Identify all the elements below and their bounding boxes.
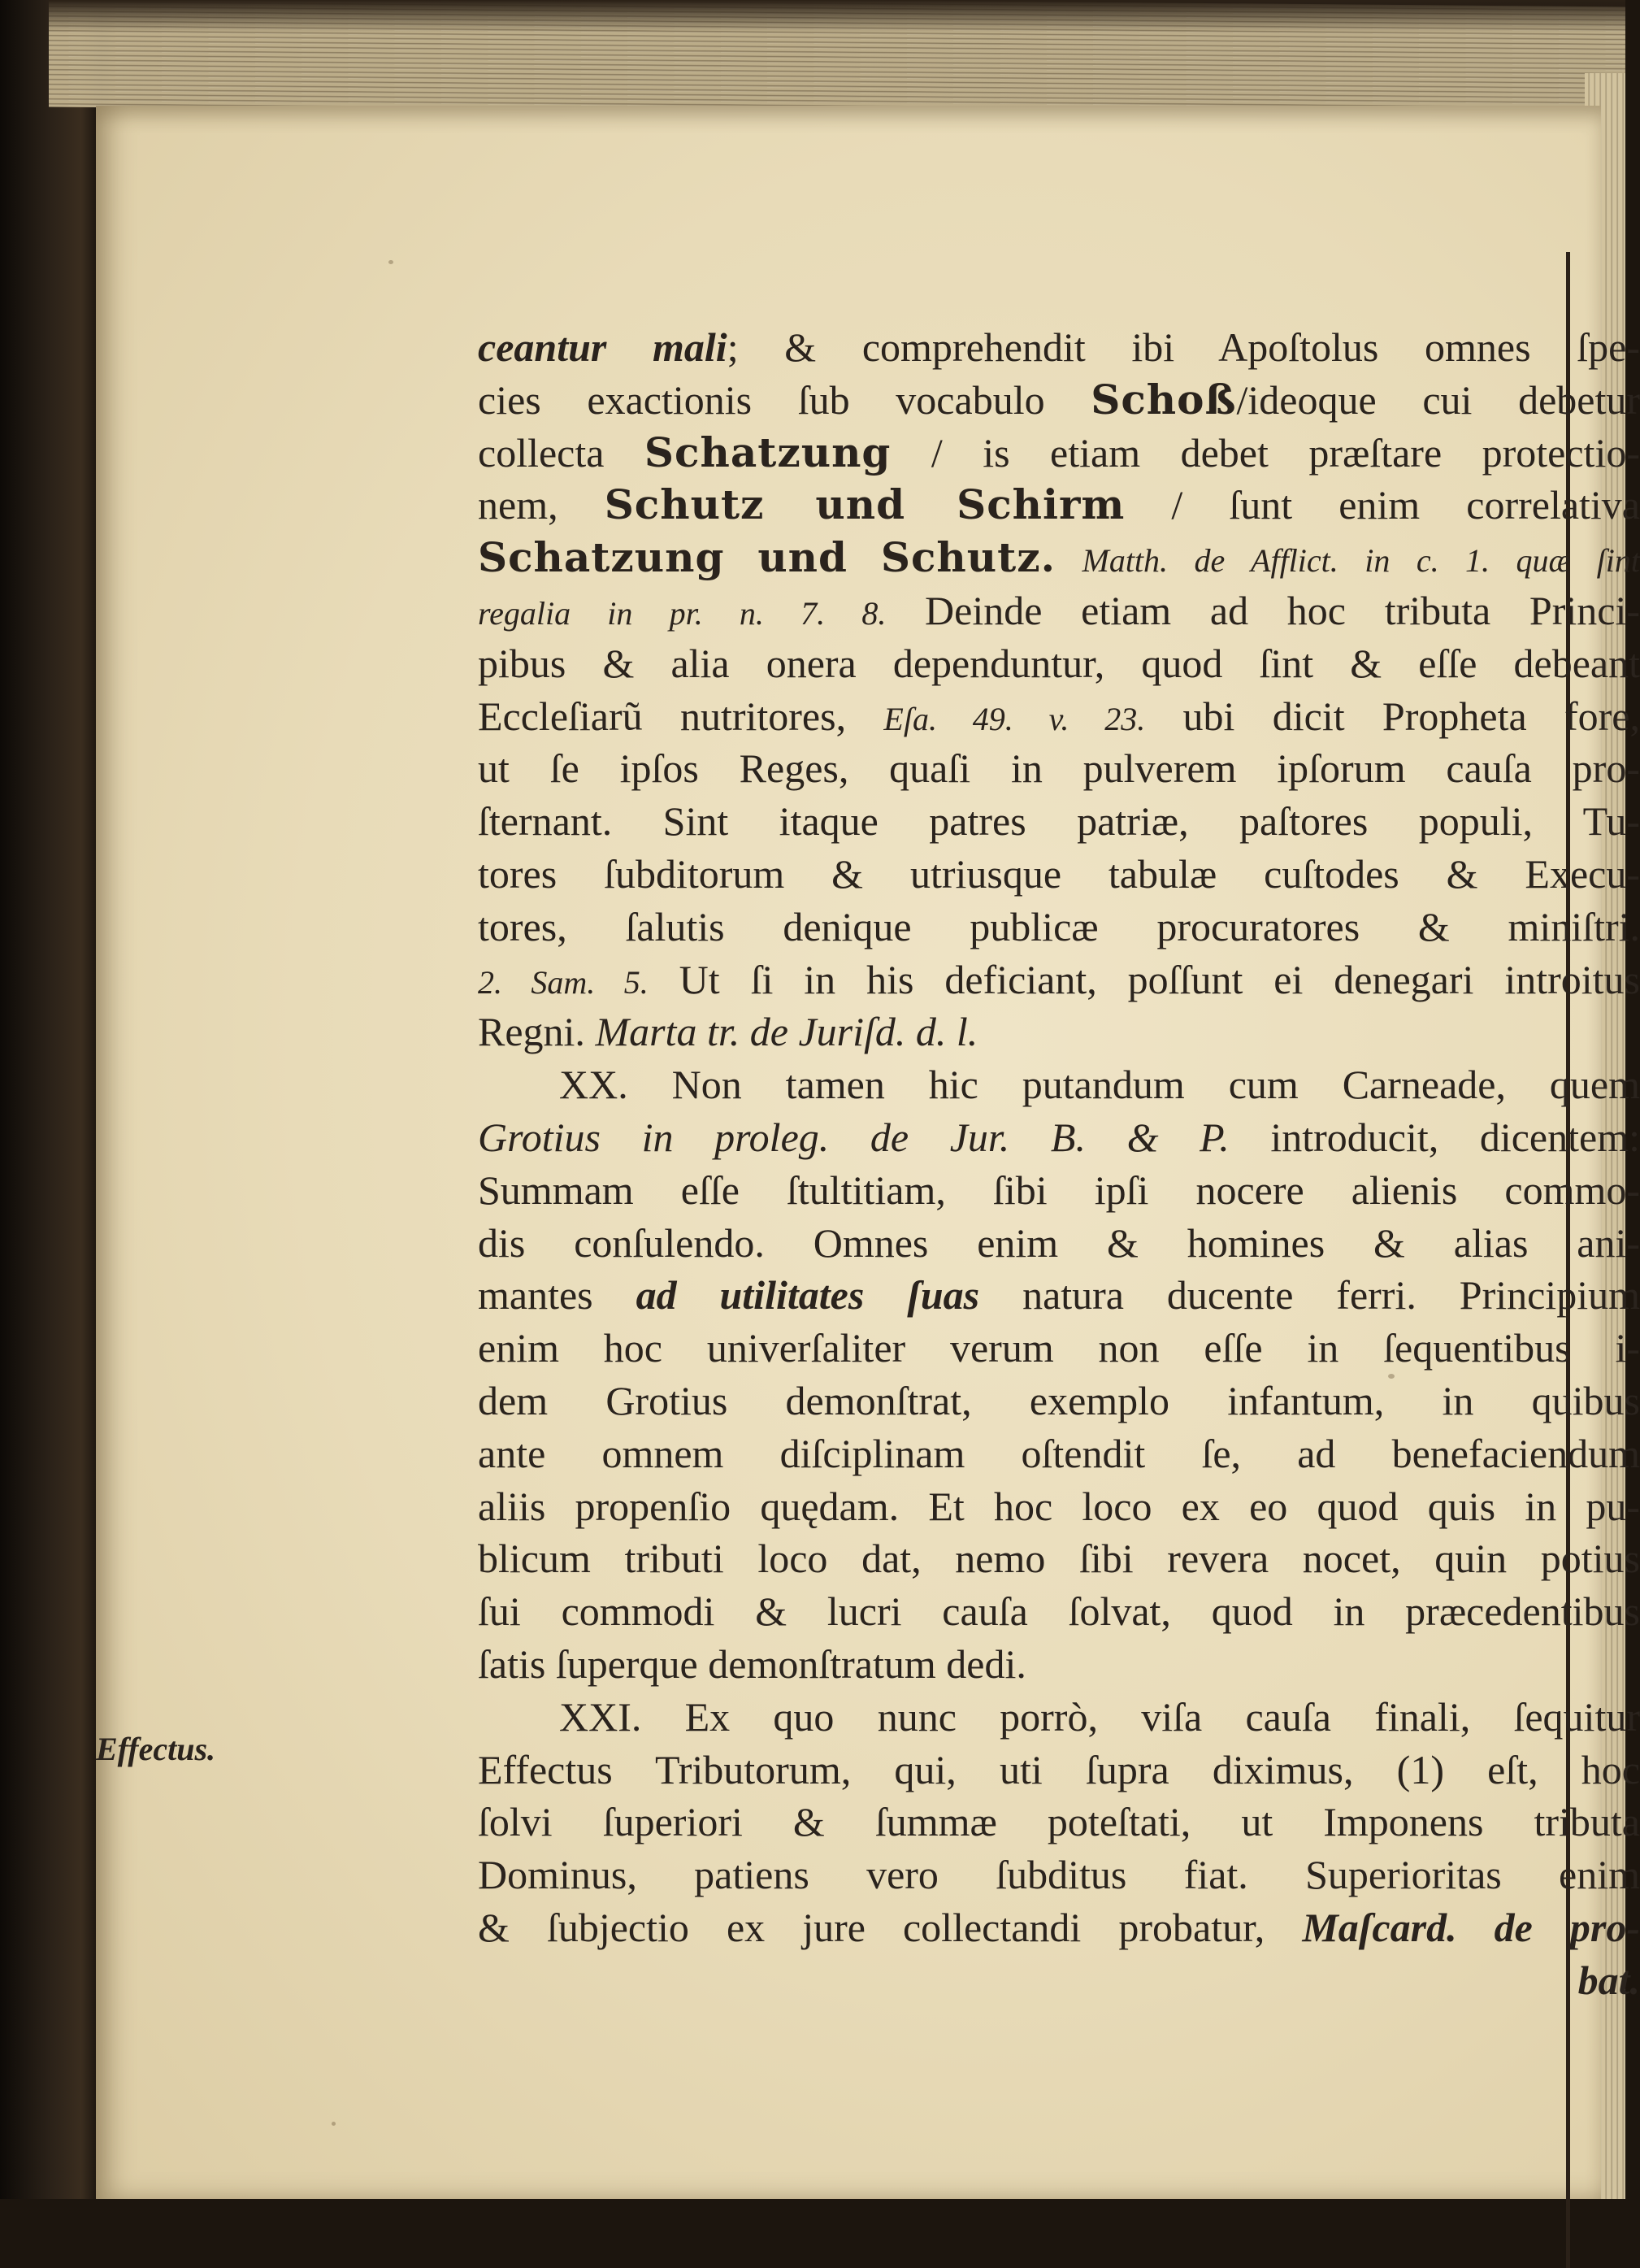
body-text — [478, 321, 1640, 2007]
text-segment: pibus & alia onera dependuntur, quod ſint & eſſe debeant — [478, 641, 1640, 686]
text-segment: enim hoc univerſaliter verum non eſſe in ſequentibus i- — [478, 1325, 1640, 1371]
text-segment: ante omnem diſciplinam oſtendit ſe, ad benefaciendum — [478, 1431, 1640, 1476]
text-line — [478, 532, 1640, 584]
text-line — [478, 1901, 1640, 1954]
text-line — [478, 1058, 1640, 1111]
text-segment: Marta tr. de Juriſd. d. l. — [595, 1009, 978, 1054]
text-segment: Schoß — [1091, 376, 1236, 424]
paper-speck — [1388, 1374, 1395, 1379]
text-segment: tores ſubditorum & utriusque tabulæ cuſtodes & Execu- — [478, 851, 1640, 897]
text-segment: ſui commodi & lucri cauſa ſolvat, quod in præcedentibus — [478, 1588, 1640, 1634]
text-line — [478, 1427, 1640, 1480]
text-segment: aliis propenſio quędam. Et hoc loco ex eo quod quis in pu- — [478, 1484, 1640, 1529]
text-segment: introducit, dicentem: — [1230, 1114, 1640, 1160]
text-segment: XX. Non tamen hic putandum cum Carneade, quem — [559, 1062, 1640, 1107]
text-segment: / ſunt enim correlativa — [1125, 482, 1640, 528]
text-line — [478, 1217, 1640, 1270]
text-line — [478, 901, 1640, 954]
text-segment: 2. Sam. 5. — [478, 964, 649, 1001]
text-line — [478, 374, 1640, 427]
text-segment: collecta — [478, 430, 644, 476]
text-segment: bat. — [1578, 1957, 1640, 2003]
text-segment: Grotius in proleg. de Jur. B. & P. — [478, 1114, 1230, 1160]
text-line — [478, 690, 1640, 743]
paper-speck — [332, 2122, 336, 2126]
text-segment: ceantur mali — [478, 324, 727, 370]
text-segment: /ideoque cui debetur — [1237, 377, 1640, 423]
text-segment: Eſa. 49. v. 23. — [883, 701, 1145, 737]
text-segment: cies exactionis ſub vocabulo — [478, 377, 1091, 423]
text-segment: Matth. de Afflict. in c. 1. quæ ſint — [1056, 542, 1640, 579]
text-line — [478, 742, 1640, 795]
text-segment: dis conſulendo. Omnes enim & homines & alias ani- — [478, 1220, 1640, 1266]
text-line — [478, 1375, 1640, 1427]
text-segment: / is etiam debet præſtare protectio- — [891, 430, 1640, 476]
text-segment: ſternant. Sint itaque patres patriæ, paſtores populi, Tu- — [478, 798, 1640, 844]
text-line — [478, 848, 1640, 901]
text-line — [478, 1691, 1640, 1744]
text-line — [478, 427, 1640, 480]
text-segment: dem Grotius demonſtrat, exemplo infantum, in quibus — [478, 1378, 1640, 1423]
text-segment: mantes — [478, 1272, 636, 1318]
text-line — [478, 584, 1640, 637]
text-segment: ubi dicit Propheta fore, — [1145, 693, 1640, 739]
text-segment: Schatzung — [644, 428, 891, 476]
text-line — [478, 479, 1640, 532]
text-line — [478, 321, 1640, 374]
text-segment: Schutz und Schirm — [605, 480, 1126, 528]
text-segment: Dominus, patiens vero ſubditus fiat. Superioritas enim — [478, 1852, 1640, 1897]
text-segment: Summam eſſe ſtultitiam, ſibi ipſi nocere alienis commo- — [478, 1167, 1640, 1213]
text-line — [478, 1164, 1640, 1217]
paper-speck — [388, 260, 393, 264]
text-segment: Regni. — [478, 1009, 595, 1054]
text-segment: Maſcard. de pro- — [1302, 1905, 1640, 1950]
text-line — [478, 1954, 1640, 2007]
text-line — [478, 1322, 1640, 1375]
text-line — [478, 1269, 1640, 1322]
text-line — [478, 1111, 1640, 1164]
text-segment: Schatzung und Schutz. — [478, 533, 1056, 581]
text-line — [478, 1480, 1640, 1533]
text-segment: ut ſe ipſos Reges, quaſi in pulverem ipſorum cauſa pro- — [478, 745, 1640, 791]
text-segment: nem, — [478, 482, 605, 528]
text-segment: ; & comprehendit ibi Apoſtolus omnes ſpe- — [727, 324, 1640, 370]
text-segment: Effectus Tributorum, qui, uti ſupra diximus, (1) eſt, hoc — [478, 1747, 1640, 1792]
text-line — [478, 954, 1640, 1006]
page-edges-shadow — [49, 0, 1625, 33]
text-line — [478, 1744, 1640, 1797]
text-segment: ſatis ſuperque demonſtratum dedi. — [478, 1641, 1026, 1687]
text-line — [478, 1849, 1640, 1901]
text-line — [478, 1585, 1640, 1638]
text-segment: & ſubjectio ex jure collectandi probatur, — [478, 1905, 1302, 1950]
text-segment: Eccleſiarũ nutritores, — [478, 693, 883, 739]
text-segment: regalia in pr. n. 7. 8. — [478, 595, 886, 632]
text-segment: Deinde etiam ad hoc tributa Princi- — [886, 588, 1640, 633]
text-line — [478, 1532, 1640, 1585]
text-segment: natura ducente ferri. Principium — [979, 1272, 1640, 1318]
margin-note: Effectus. — [96, 1730, 279, 1768]
text-segment: blicum tributi loco dat, nemo ſibi revera nocet, quin potius — [478, 1536, 1640, 1581]
book-page — [96, 106, 1601, 2199]
text-segment: tores, ſalutis denique publicæ procuratores & miniſtri. — [478, 904, 1640, 949]
text-segment: ſolvi ſuperiori & ſummæ poteſtati, ut Imponens tributa — [478, 1799, 1640, 1844]
text-line — [478, 1638, 1640, 1691]
text-segment: ad utilitates ſuas — [636, 1272, 980, 1318]
text-line — [478, 795, 1640, 848]
text-line — [478, 1796, 1640, 1849]
text-line — [478, 637, 1640, 690]
text-segment: XXI. Ex quo nunc porrò, viſa cauſa finali, ſequitur — [559, 1694, 1640, 1740]
text-segment: Ut ſi in his deficiant, poſſunt ei denegari introitus — [649, 957, 1640, 1002]
text-line — [478, 1006, 1640, 1058]
